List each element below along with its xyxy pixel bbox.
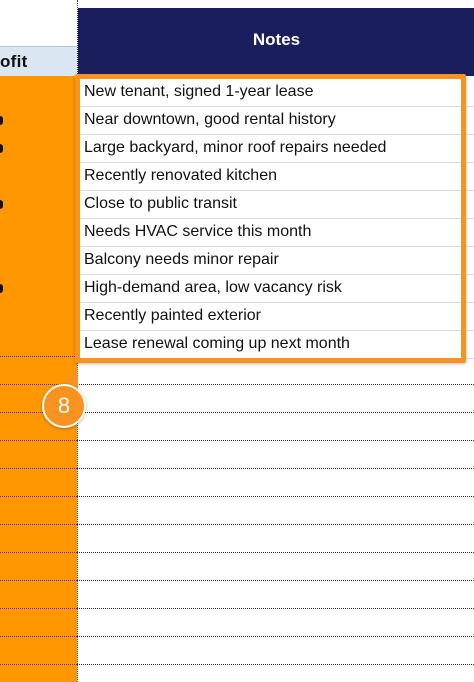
profit-header-label: ofit <box>0 52 28 71</box>
empty-row-divider <box>77 664 474 665</box>
notes-cell-text: Balcony needs minor repair <box>84 251 279 268</box>
notes-cell[interactable] <box>78 219 474 247</box>
row-divider <box>0 440 77 441</box>
profit-cell-fragment <box>0 144 3 153</box>
profit-column <box>0 0 77 682</box>
row-divider <box>0 552 77 553</box>
notes-cell[interactable] <box>78 107 474 135</box>
empty-row-divider <box>77 412 474 413</box>
empty-row-divider <box>77 384 474 385</box>
row-divider <box>0 496 77 497</box>
notes-cell[interactable] <box>78 79 474 107</box>
notes-cell-text: Close to public transit <box>84 195 237 212</box>
row-divider <box>0 468 77 469</box>
row-divider <box>0 636 77 637</box>
empty-row-divider <box>77 552 474 553</box>
notes-column-header[interactable] <box>78 8 474 76</box>
profit-cell-fragment <box>0 116 3 125</box>
empty-row-divider <box>77 580 474 581</box>
empty-row-divider <box>77 440 474 441</box>
profit-header-spacer <box>0 0 77 46</box>
empty-row-divider <box>77 636 474 637</box>
notes-cell-text: Lease renewal coming up next month <box>84 335 350 352</box>
notes-cell-text: Recently renovated kitchen <box>84 167 277 184</box>
empty-row-divider <box>77 608 474 609</box>
row-divider <box>0 608 77 609</box>
profit-cell-fragment <box>0 200 3 209</box>
notes-cell[interactable] <box>78 275 474 303</box>
notes-cell[interactable] <box>78 191 474 219</box>
row-divider <box>0 664 77 665</box>
row-divider <box>0 524 77 525</box>
notes-cell-text: High-demand area, low vacancy risk <box>84 279 342 296</box>
notes-cell[interactable] <box>78 303 474 331</box>
notes-cell-text: Recently painted exterior <box>84 307 261 324</box>
notes-cell-text: Large backyard, minor roof repairs needed <box>84 139 387 156</box>
callout-badge <box>42 384 86 428</box>
notes-cell[interactable] <box>78 247 474 275</box>
profit-cell-fragment <box>0 284 3 293</box>
notes-cell[interactable] <box>78 135 474 163</box>
notes-cell-text: New tenant, signed 1-year lease <box>84 83 314 100</box>
notes-cell-text: Near downtown, good rental history <box>84 111 336 128</box>
notes-cell-text: Needs HVAC service this month <box>84 223 312 240</box>
empty-row-divider <box>77 496 474 497</box>
row-divider <box>0 356 77 357</box>
profit-column-header[interactable] <box>0 46 77 76</box>
notes-header-label: Notes <box>252 30 301 49</box>
empty-row-divider <box>77 524 474 525</box>
callout-number: 8 <box>57 393 71 418</box>
row-divider <box>0 580 77 581</box>
empty-row-divider <box>77 468 474 469</box>
notes-cell[interactable] <box>78 163 474 191</box>
notes-cell[interactable] <box>78 331 474 359</box>
